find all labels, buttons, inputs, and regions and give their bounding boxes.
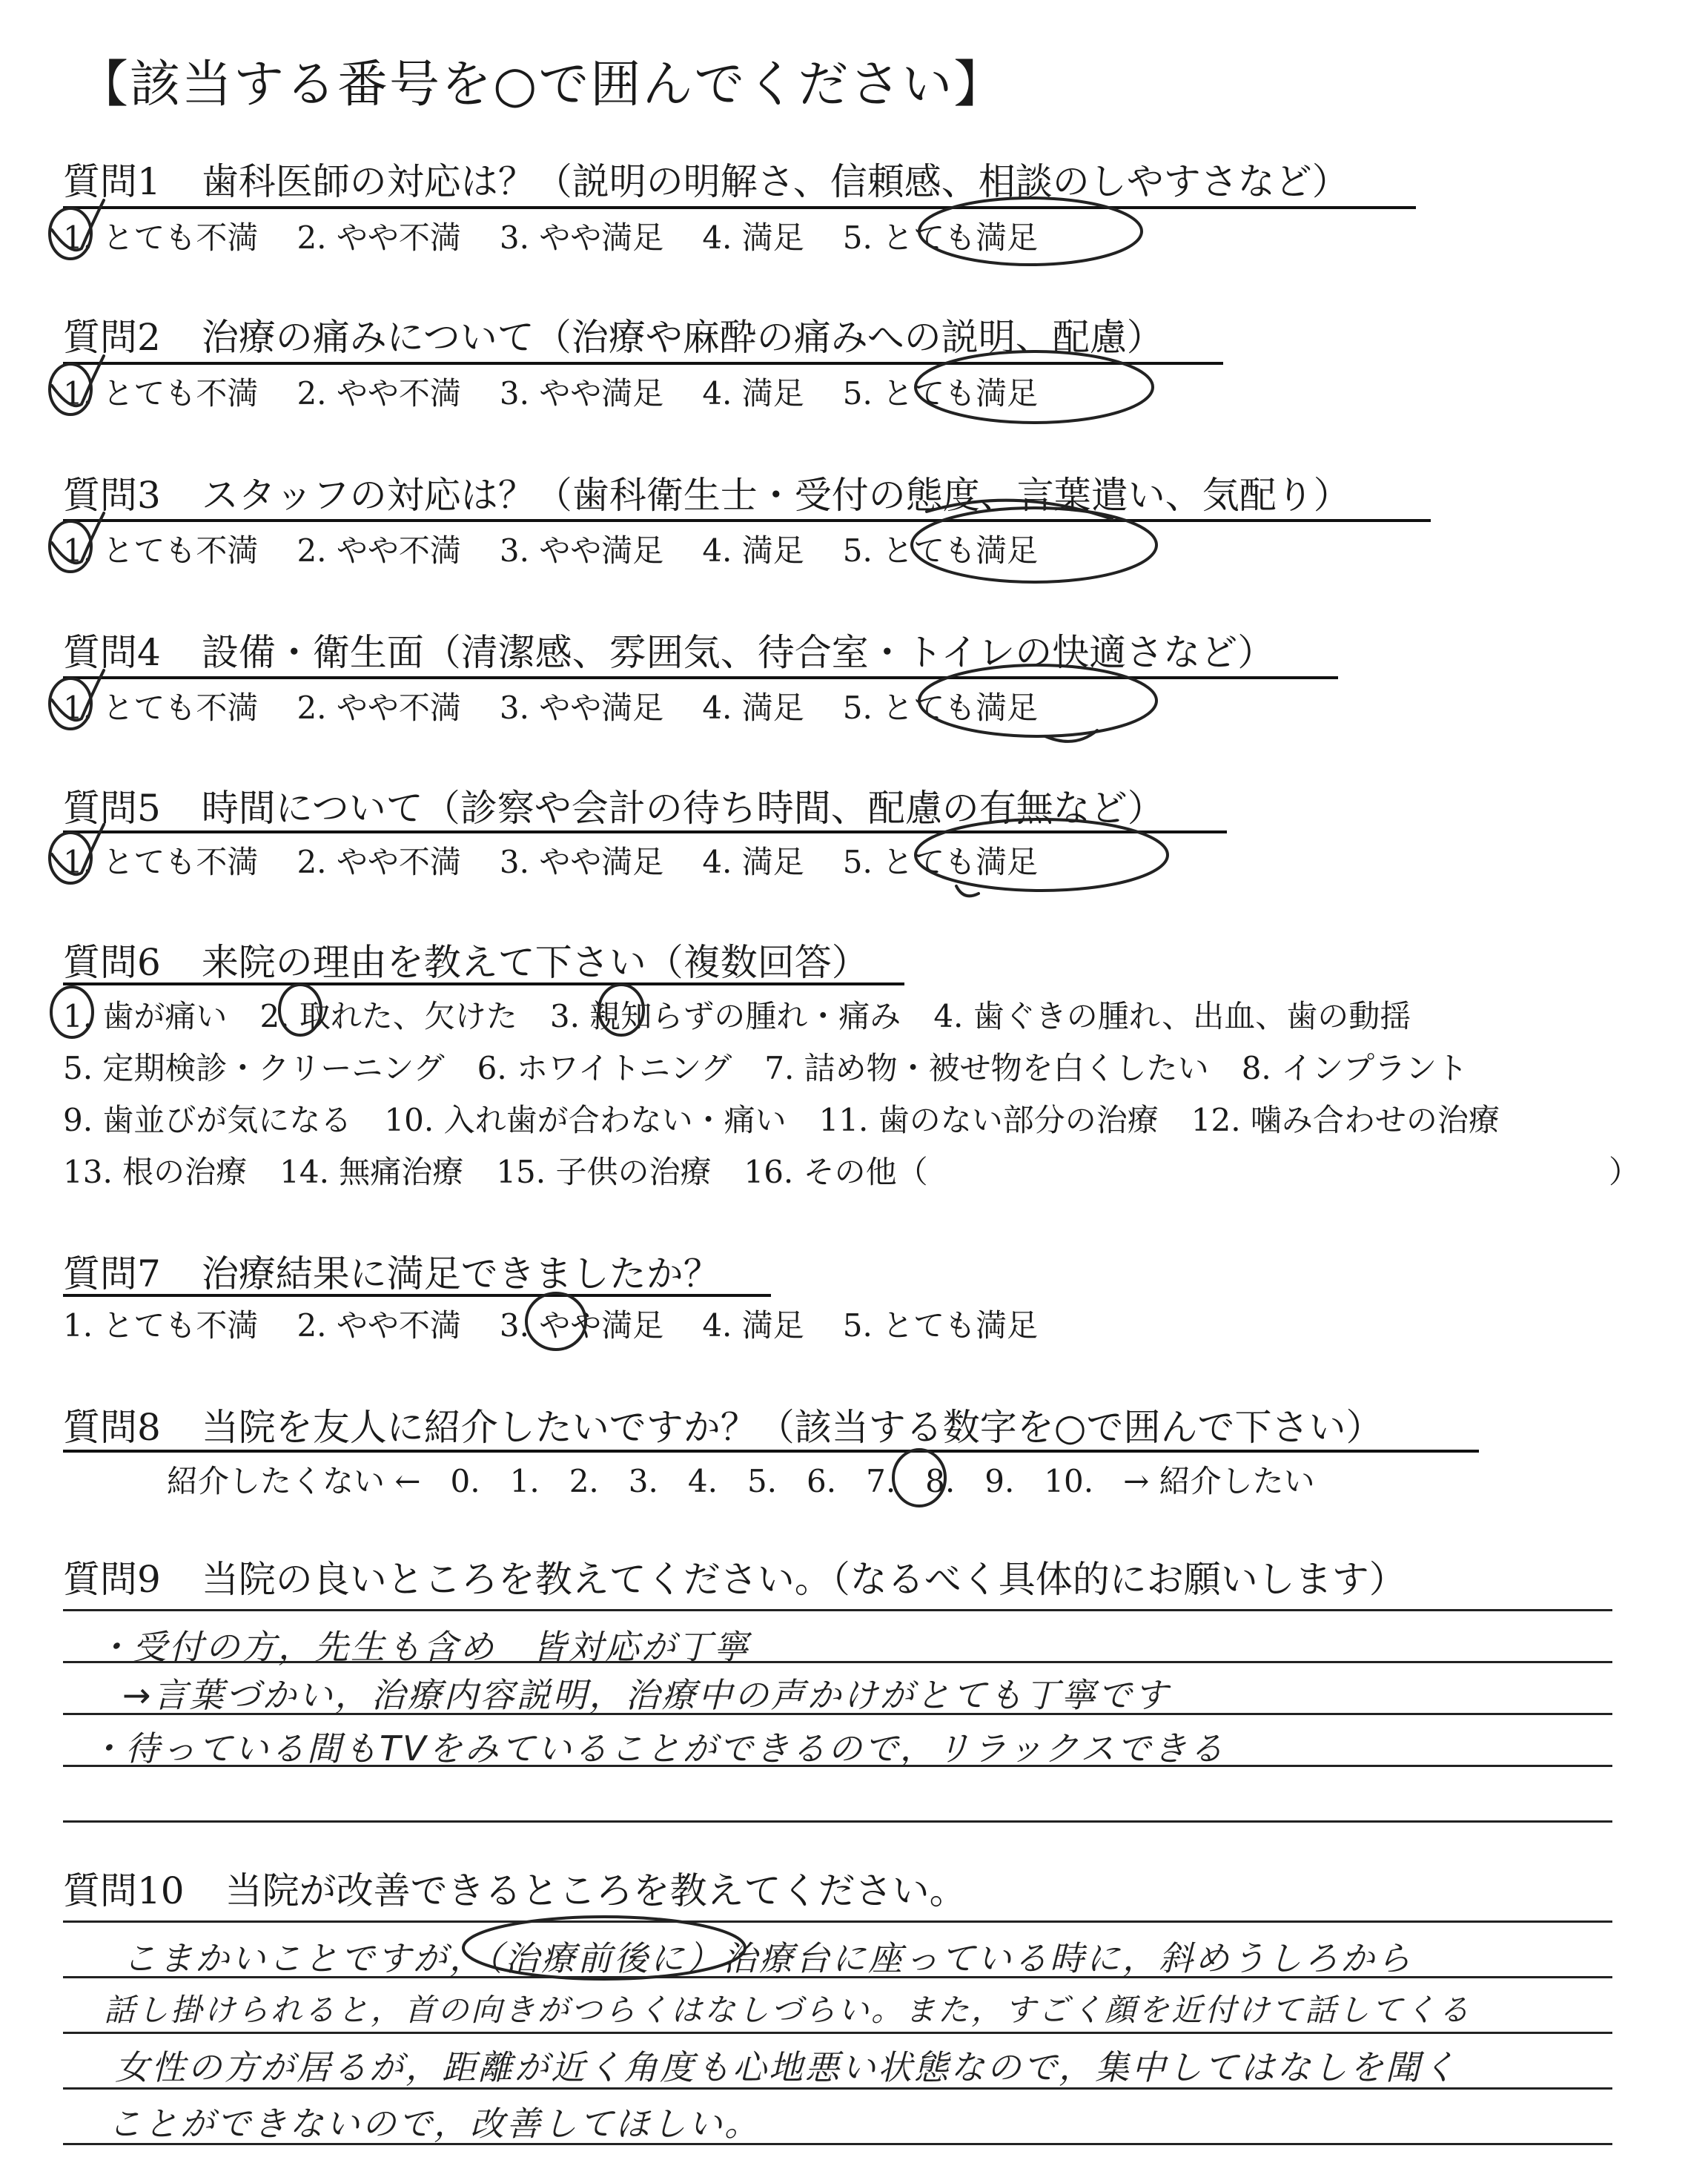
q10-answer-line-4: ことができないので，改善してほしい。 [107, 2104, 761, 2144]
option-5[interactable]: 5. とても満足 [842, 844, 1039, 880]
option-3[interactable]: 3. やや満足 [499, 532, 664, 569]
question-text: 来院の理由を教えて下さい（複数回答） [201, 941, 869, 984]
q9-answer-line-3: ・待っている間もTVをみていることができるので，リラックスできる [89, 1728, 1226, 1768]
question-number: 質問7 [63, 1252, 161, 1295]
option-1[interactable]: 1. とても不満 [63, 690, 259, 726]
question-text: 当院を友人に紹介したいですか？（該当する数字を○で囲んで下さい） [201, 1406, 1383, 1449]
question-number: 質問5 [63, 787, 161, 830]
option-16[interactable]: 16. その他（ [744, 1154, 928, 1190]
option-10[interactable]: 10. 入れ歯が合わない・痛い [384, 1102, 787, 1138]
check-mark-q4 [52, 670, 104, 720]
circle-q1-opt5 [919, 198, 1142, 265]
q9-answer-line-2: →言葉づかい，治療内容説明，治療中の声かけがとても丁寧です [122, 1675, 1171, 1715]
question-number: 質問2 [63, 316, 161, 359]
scale-right-label: → 紹介したい [1123, 1463, 1315, 1499]
question-text: スタッフの対応は？（歯科衛生士・受付の態度、言葉遣い、気配り） [201, 474, 1351, 517]
question-number: 質問8 [63, 1406, 161, 1449]
option-5[interactable]: 5. とても満足 [842, 690, 1039, 726]
option-4[interactable]: 4. 満足 [702, 219, 804, 256]
option-4[interactable]: 4. 満足 [702, 690, 804, 726]
option-2[interactable]: 2. やや不満 [297, 375, 461, 412]
circle-q10-phrase [463, 1917, 745, 1979]
option-4[interactable]: 4. 満足 [702, 532, 804, 569]
option-1[interactable]: 1. とても不満 [63, 375, 259, 412]
scale-8[interactable]: 8. [925, 1463, 956, 1499]
circle-q7-opt3 [526, 1293, 586, 1350]
scale-0[interactable]: 0. [450, 1463, 480, 1499]
circle-q6-opt3 [599, 985, 643, 1035]
option-2[interactable]: 2. やや不満 [297, 690, 461, 726]
option-2[interactable]: 2. やや不満 [297, 532, 461, 569]
check-mark-q1 [52, 200, 104, 250]
option-3[interactable]: 3. やや満足 [499, 844, 664, 880]
option-8[interactable]: 8. インプラント [1241, 1050, 1469, 1086]
scale-10[interactable]: 10. [1044, 1463, 1094, 1499]
circle-q4-opt5 [919, 665, 1156, 736]
scale-2[interactable]: 2. [569, 1463, 599, 1499]
option-3[interactable]: 3. やや満足 [499, 375, 664, 412]
option-5[interactable]: 5. とても満足 [842, 375, 1039, 412]
option-2[interactable]: 2. やや不満 [297, 219, 461, 256]
scale-7[interactable]: 7. [866, 1463, 896, 1499]
q10-answer-line-3: 女性の方が居るが，距離が近く角度も心地悪い状態なので，集中してはなしを聞く [115, 2047, 1459, 2087]
question-text: 当院の良いところを教えてください。（なるべく具体的にお願いします） [201, 1558, 1406, 1601]
question-text: 当院が改善できるところを教えてください。 [225, 1869, 967, 1912]
check-mark-q5 [52, 825, 104, 874]
circle-q2-opt5 [916, 351, 1153, 423]
question-text: 時間について（診察や会計の待ち時間、配慮の有無など） [201, 787, 1165, 830]
check-mark-q2 [52, 356, 104, 406]
question-text: 治療の痛みについて（治療や麻酔の痛みへの説明、配慮） [201, 316, 1164, 359]
q10-answer-line-1: こまかいことですが，（治療前後に）治療台に座っている時に，斜めうしろから [122, 1938, 1413, 1978]
option-15[interactable]: 15. 子供の治療 [496, 1154, 712, 1190]
circle-q6-opt2 [279, 985, 321, 1035]
option-1[interactable]: 1. とても不満 [63, 532, 259, 569]
question-number: 質問1 [63, 160, 161, 203]
option-5[interactable]: 5. 定期検診・クリーニング [63, 1050, 445, 1086]
option-13[interactable]: 13. 根の治療 [63, 1154, 248, 1190]
circle-q3-opt5 [912, 508, 1156, 582]
option-4[interactable]: 4. 満足 [702, 1307, 804, 1344]
question-number: 質問3 [63, 474, 161, 517]
option-2[interactable]: 2. やや不満 [297, 844, 461, 880]
option-1[interactable]: 1. とても不満 [63, 219, 259, 256]
option-1[interactable]: 1. とても不満 [63, 1307, 259, 1344]
option-5[interactable]: 5. とても満足 [842, 1307, 1039, 1344]
question-text: 治療結果に満足できましたか？ [201, 1252, 721, 1295]
circle-q8-scale6 [893, 1450, 945, 1506]
q9-answer-line-1: ・受付の方，先生も含め 皆対応が丁寧 [96, 1627, 750, 1667]
option-3[interactable]: 3. やや満足 [499, 219, 664, 256]
scale-6[interactable]: 6. [807, 1463, 837, 1499]
scale-left-label: 紹介したくない ← [167, 1463, 421, 1499]
option-3[interactable]: 3. やや満足 [499, 1307, 664, 1344]
option-4[interactable]: 4. 満足 [702, 844, 804, 880]
scale-4[interactable]: 4. [687, 1463, 718, 1499]
scale-5[interactable]: 5. [747, 1463, 778, 1499]
option-2[interactable]: 2. やや不満 [297, 1307, 461, 1344]
option-9[interactable]: 9. 歯並びが気になる [63, 1102, 352, 1138]
circle-q6-opt1 [51, 987, 93, 1037]
option-7[interactable]: 7. 詰め物・被せ物を白くしたい [764, 1050, 1209, 1086]
question-number: 質問10 [63, 1869, 185, 1912]
question-text: 歯科医師の対応は？（説明の明解さ、信頼感、相談のしやすさなど） [201, 160, 1349, 203]
question-number: 質問9 [63, 1558, 161, 1601]
option-3[interactable]: 3. やや満足 [499, 690, 664, 726]
scale-9[interactable]: 9. [984, 1463, 1015, 1499]
option-6[interactable]: 6. ホワイトニング [477, 1050, 732, 1086]
check-mark-q3 [52, 513, 104, 563]
question-text: 設備・衛生面（清潔感、雰囲気、待合室・トイレの快適さなど） [201, 631, 1275, 674]
circle-q5-opt5 [916, 819, 1168, 891]
option-5[interactable]: 5. とても満足 [842, 219, 1039, 256]
q10-answer-line-2: 話し掛けられると，首の向きがつらくはなしづらい。また，すごく顔を近付けて話してくる [104, 1992, 1472, 2028]
option-14[interactable]: 14. 無痛治療 [279, 1154, 464, 1190]
q5-tail [956, 886, 979, 896]
question-number: 質問4 [63, 631, 161, 674]
option-2[interactable]: 2. 取れた、欠けた [259, 998, 517, 1034]
other-close-paren: ） [1609, 1154, 1641, 1190]
option-12[interactable]: 12. 噛み合わせの治療 [1191, 1102, 1500, 1138]
question-number: 質問6 [63, 941, 161, 984]
option-3[interactable]: 3. 親知らずの腫れ・痛み [549, 998, 901, 1034]
option-4[interactable]: 4. 歯ぐきの腫れ、出血、歯の動揺 [933, 998, 1411, 1034]
option-5[interactable]: 5. とても満足 [842, 532, 1039, 569]
scale-3[interactable]: 3. [628, 1463, 658, 1499]
page-title: 【該当する番号を○で囲んでください】 [78, 56, 1006, 114]
option-1[interactable]: 1. とても不満 [63, 844, 259, 880]
option-11[interactable]: 11. 歯のない部分の治療 [818, 1102, 1159, 1138]
option-4[interactable]: 4. 満足 [702, 375, 804, 412]
scale-1[interactable]: 1. [509, 1463, 540, 1499]
option-1[interactable]: 1. 歯が痛い [63, 998, 228, 1034]
